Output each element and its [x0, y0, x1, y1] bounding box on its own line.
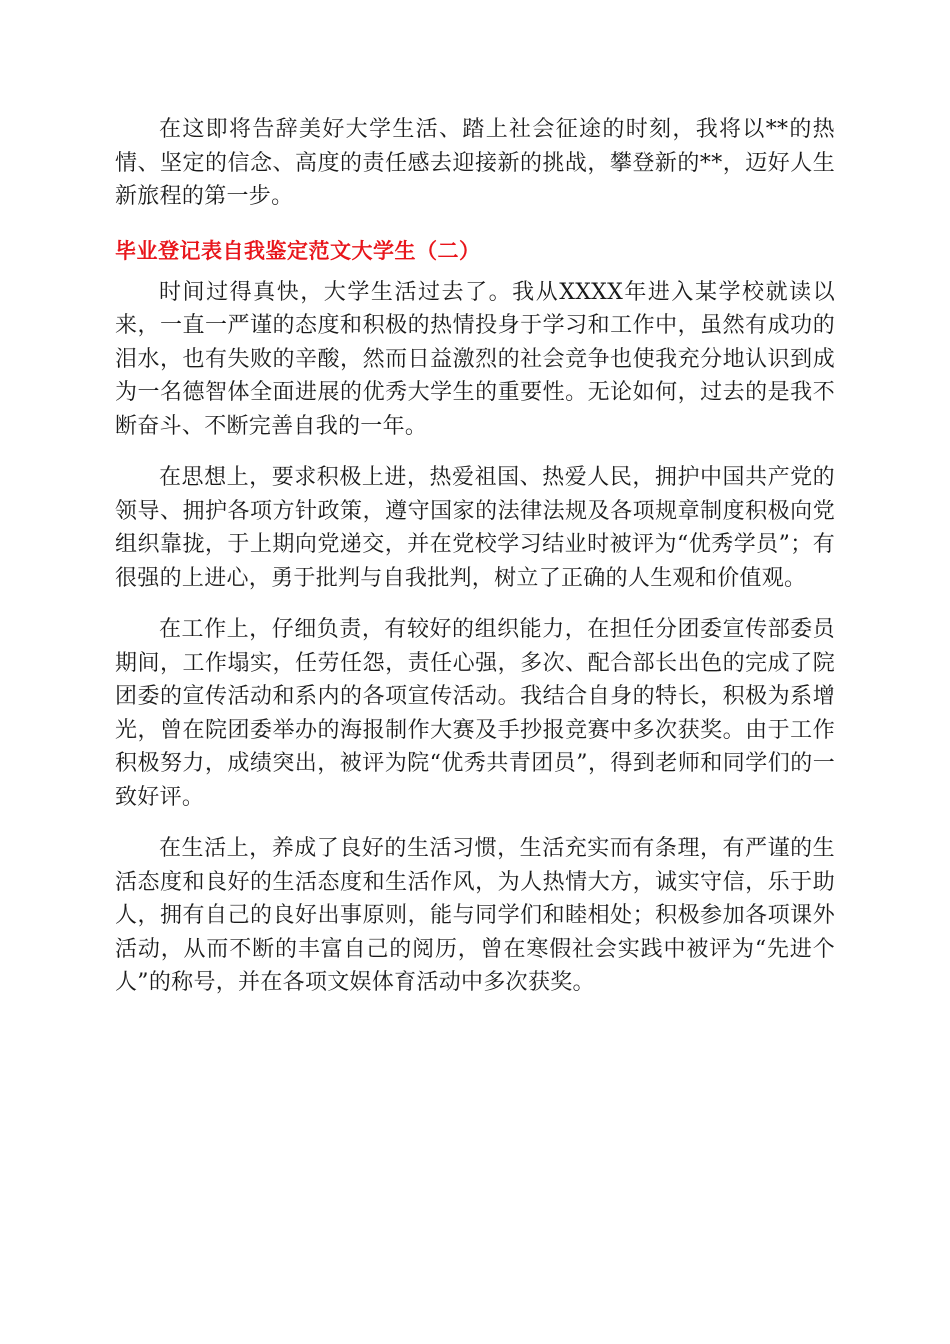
section-heading: 毕业登记表自我鉴定范文大学生（二） — [115, 238, 481, 263]
intro-paragraph: 在这即将告辞美好大学生活、踏上社会征途的时刻，我将以**的热情、坚定的信念、高度的责任感去迎接新的挑战，攀登新的**，迈好人生新旅程的第一步。 — [115, 117, 835, 209]
body-paragraph-3: 在工作上，仔细负责，有较好的组织能力，在担任分团委宣传部委员期间，工作塌实，任劳任怨，责任心强，多次、配合部长出色的完成了院团委的宣传活动和系内的各项宣传活动。我结合自身的特长，积极为系增光，曾在院团委举办的海报制作大赛及手抄报竞赛中多次获奖。由于工作积极努力，成绩突出，被评为院“优秀共青团员”，得到老师和同学们的一致好评。 — [115, 617, 835, 810]
body-paragraph-4: 在生活上，养成了良好的生活习惯，生活充实而有条理，有严谨的生活态度和良好的生活态度和生活作风，为人热情大方，诚实守信，乐于助人，拥有自己的良好出事原则，能与同学们和睦相处；积极参加各项课外活动，从而不断的丰富自己的阅历，曾在寒假社会实践中被评为“先进个人”的称号，并在各项文娱体育活动中多次获奖。 — [115, 836, 835, 995]
body-paragraph-2: 在思想上，要求积极上进，热爱祖国、热爱人民，拥护中国共产党的领导、拥护各项方针政策，遵守国家的法律法规及各项规章制度积极向党组织靠拢，于上期向党递交，并在党校学习结业时被评为“优秀学员”；有很强的上进心，勇于批判与自我批判，树立了正确的人生观和价值观。 — [115, 465, 835, 591]
document-page — [115, 113, 835, 1018]
body-paragraph-1: 时间过得真快，大学生活过去了。我从XXXX年进入某学校就读以来，一直一严谨的态度和积极的热情投身于学习和工作中，虽然有成功的泪水，也有失败的辛酸，然而日益激烈的社会竞争也使我充分地认识到成为一名德智体全面进展的优秀大学生的重要性。无论如何，过去的是我不断奋斗、不断完善自我的一年。 — [115, 279, 835, 439]
